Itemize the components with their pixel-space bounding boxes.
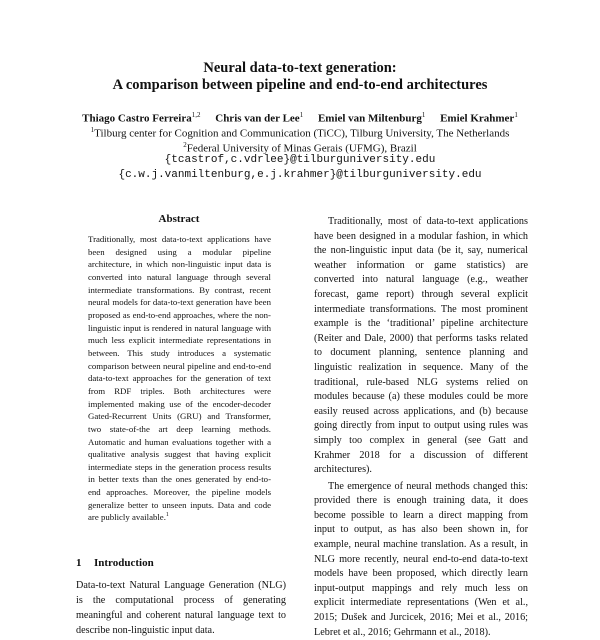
section-title: Introduction <box>94 557 154 569</box>
section-heading <box>76 557 286 569</box>
paper-title-line-1: Neural data-to-text generation: <box>203 60 397 76</box>
affiliation-text: Tilburg center for Cognition and Communication (TiCC), Tilburg University, The Netherlands <box>94 127 510 140</box>
abstract-body <box>88 233 271 524</box>
author-name: Emiel van Miltenburg <box>317 112 422 125</box>
email-line-1: {tcastrof,c.vdrlee}@tilburguniversity.edu <box>164 154 436 166</box>
paragraph: Traditionally, most of data-to-text applications have been designed in a modular fashion, in which the non-linguistic input data (be it, say, numerical weather information or game statistics) are converted into natural language (e.g., weather forecast, game report) through several explicit intermediate transformations. The most prominent example is the ‘traditional’ pipeline architecture (Reiter and Dale, 2000) that performs tasks related to document planning, sentence planning and linguistic realization in sequence. Many of the traditional, rule-based NLG systems relied on modules because (a) these modules could be more easily reused across applications, and (b) because going directly from input to output using rules was simply too complex in general (see Gatt and Krahmer 2018 for a discussion of different architectures). <box>314 216 528 476</box>
author-affiliation-mark: 1 <box>421 111 426 119</box>
author-name: Thiago Castro Ferreira <box>82 112 192 125</box>
affiliation-mark: 1 <box>90 126 95 134</box>
right-column <box>314 215 528 640</box>
author-name: Chris van der Lee <box>215 112 300 125</box>
author-affiliation-mark: 1 <box>299 111 304 119</box>
author-affiliation-mark: 1,2 <box>191 111 201 119</box>
affiliation-text: Federal University of Minas Gerais (UFMG), Brazil <box>186 142 417 155</box>
affiliation-mark: 2 <box>183 141 187 149</box>
author-affiliation-mark: 1 <box>514 111 518 119</box>
paper-title-line-2: A comparison between pipeline and end-to-end architectures <box>112 77 488 93</box>
section-number: 1 <box>76 557 82 569</box>
abstract-heading: Abstract <box>158 213 200 225</box>
paragraph: The emergence of neural methods changed this: provided there is enough training data, it does become possible to learn a direct mapping from input to output, as has also been shown in, for example, neural machine translation. As a result, in NLG more recently, neural end-to-end data-to-text models have been proposed, which directly learn input-output mappings and rely much less on explicit intermediate representations (Wen et al., 2015; Dušek and Jurcicek, 2016; Mei et al., 2016; Lebret et al., 2016; Gehrmann et al., 2018). <box>314 480 528 638</box>
email-line-2: {c.w.j.vanmiltenburg,e.j.krahmer}@tilburguniversity.edu <box>118 169 482 181</box>
abstract-text: Traditionally, most data-to-text applications have been designed using a modular pipeline architecture, in which non-linguistic input data is converted into natural language through several intermediate transformations. By contrast, recent neural models for data-to-text generation have been proposed as end-to-end approaches, where the non-linguistic input is rendered in natural language with much less explicit intermediate representations in between. This study introduces a systematic comparison between neural pipeline and end-to-end data-to-text approaches for the generation of text from RDF triples. Both architectures were implemented making use of the encoder-decoder Gated-Recurrent Units (GRU) and Transformer, two state-of-the art deep learning methods. Automatic and human evaluations together with a qualitative analysis suggest that having explicit intermediate steps in the generation process results in better texts than the ones generated by end-to-end approaches. Moreover, the pipeline models generalize better to unseen inputs. Data and code are publicly available. <box>88 234 271 523</box>
footnote-mark: 1 <box>165 512 169 519</box>
author-name: Emiel Krahmer <box>440 112 515 125</box>
introduction-body: Data-to-text Natural Language Generation (NLG) is the computational process of generating meaningful and coherent natural language text to describe non-linguistic input data. <box>76 580 286 636</box>
